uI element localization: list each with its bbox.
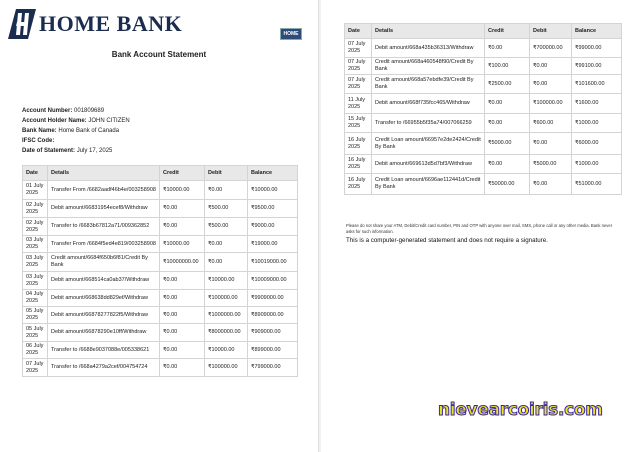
- table-row: [23, 324, 298, 342]
- table-row: [345, 58, 622, 75]
- account-info: [22, 106, 130, 156]
- transactions-body-page-2: [345, 39, 622, 195]
- cell-credit: ₹50000.00: [485, 174, 530, 195]
- cell-details: Transfer to /6683b67812a71/009362852: [48, 218, 160, 236]
- cell-debit: ₹0.00: [530, 75, 572, 94]
- ifsc-row: [22, 136, 130, 146]
- table-row: [345, 155, 622, 174]
- cell-details: Transfer to /6688e9037088e/005338621: [48, 342, 160, 359]
- computer-generated-note: This is a computer-generated statement and does not require a signature.: [346, 237, 548, 244]
- cell-balance: ₹99000.00: [572, 39, 622, 58]
- cell-date: 04 July 2025: [23, 290, 48, 307]
- ifsc-label: IFSC Code:: [22, 138, 55, 144]
- cell-balance: ₹909000.00: [248, 324, 298, 342]
- cell-details: Debit amount/668514ca0ab37/Withdraw: [48, 272, 160, 290]
- table-row: [345, 174, 622, 195]
- account-number: 001809689: [74, 108, 105, 114]
- cell-details: Credit Loan amount/6696ae112441d/Credit By Bank: [372, 174, 485, 195]
- cell-debit: ₹0.00: [530, 133, 572, 155]
- cell-balance: ₹1600.00: [572, 94, 622, 114]
- column-header: Details: [48, 166, 160, 181]
- column-header: Debit: [530, 24, 572, 39]
- cell-date: 03 July 2025: [23, 253, 48, 272]
- cell-details: Debit amount/66878277822f5/Withdraw: [48, 307, 160, 324]
- cell-debit: ₹700000.00: [530, 39, 572, 58]
- cell-balance: ₹9909000.00: [248, 290, 298, 307]
- cell-date: 05 July 2025: [23, 324, 48, 342]
- cell-balance: ₹10019000.00: [248, 253, 298, 272]
- cell-details: Credit amount/6684f650b6f81/Credit By Bank: [48, 253, 160, 272]
- statement-page-1: [0, 0, 319, 452]
- cell-details: Debit amount/668a435b36313/Withdraw: [372, 39, 485, 58]
- table-row: [23, 307, 298, 324]
- cell-details: Debit amount/66831954ecef8/Withdraw: [48, 200, 160, 218]
- bank-name-row: [22, 126, 130, 136]
- cell-details: Credit amount/668a460548f90/Credit By Bank: [372, 58, 485, 75]
- statement-date: July 17, 2025: [76, 148, 113, 154]
- watermark: nievearcoiris.com: [438, 400, 603, 420]
- table-row: [23, 236, 298, 253]
- table-row: [23, 272, 298, 290]
- cell-credit: ₹0.00: [485, 114, 530, 133]
- small-bank-logo: HOME BANK: [280, 28, 302, 40]
- cell-debit: ₹0.00: [205, 236, 248, 253]
- cell-credit: ₹0.00: [160, 200, 205, 218]
- statement-date-label: Date of Statement:: [22, 148, 76, 154]
- cell-date: 07 July 2025: [345, 58, 372, 75]
- table-row: [345, 94, 622, 114]
- statement-date-row: [22, 146, 130, 156]
- cell-debit: ₹10000.00: [205, 342, 248, 359]
- cell-date: 16 July 2025: [345, 133, 372, 155]
- bank-logo: [8, 9, 182, 39]
- cell-date: 03 July 2025: [23, 272, 48, 290]
- cell-credit: ₹0.00: [160, 218, 205, 236]
- table-row: [23, 359, 298, 377]
- bank-name-value: Home Bank of Canada: [58, 128, 120, 134]
- cell-date: 15 July 2025: [345, 114, 372, 133]
- cell-credit: ₹0.00: [485, 155, 530, 174]
- cell-debit: ₹10000.00: [205, 272, 248, 290]
- cell-debit: ₹8000000.00: [205, 324, 248, 342]
- cell-details: Transfer From /6682aadf46b4e/003258908: [48, 181, 160, 200]
- cell-date: 16 July 2025: [345, 174, 372, 195]
- cell-debit: ₹0.00: [530, 58, 572, 75]
- transactions-body-page-1: [23, 181, 298, 377]
- account-holder-row: [22, 116, 130, 126]
- cell-credit: ₹10000000.00: [160, 253, 205, 272]
- column-header: Date: [345, 24, 372, 39]
- account-number-row: [22, 106, 130, 116]
- cell-details: Transfer From /6684f5ed4e819/003258908: [48, 236, 160, 253]
- cell-balance: ₹51000.00: [572, 174, 622, 195]
- transactions-table-page-2: [344, 23, 622, 195]
- cell-debit: ₹0.00: [205, 253, 248, 272]
- cell-credit: ₹0.00: [160, 307, 205, 324]
- cell-details: Credit amount/668a57ebdfe39/Credit By Bank: [372, 75, 485, 94]
- cell-details: Credit Loan amount/66957e2de2424/Credit By Bank: [372, 133, 485, 155]
- cell-debit: ₹0.00: [530, 174, 572, 195]
- column-header: Date: [23, 166, 48, 181]
- cell-balance: ₹899000.00: [248, 342, 298, 359]
- cell-debit: ₹100000.00: [205, 290, 248, 307]
- column-header: Credit: [485, 24, 530, 39]
- cell-credit: ₹100.00: [485, 58, 530, 75]
- table-row: [23, 342, 298, 359]
- document-title: Bank Account Statement: [111, 50, 207, 59]
- cell-debit: ₹0.00: [205, 181, 248, 200]
- cell-balance: ₹99100.00: [572, 58, 622, 75]
- cell-date: 06 July 2025: [23, 342, 48, 359]
- cell-date: 03 July 2025: [23, 236, 48, 253]
- cell-credit: ₹0.00: [485, 94, 530, 114]
- column-header: Credit: [160, 166, 205, 181]
- account-number-label: Account Number:: [22, 108, 73, 114]
- table-row: [345, 114, 622, 133]
- cell-balance: ₹8909000.00: [248, 307, 298, 324]
- table-row: [345, 75, 622, 94]
- cell-debit: ₹500.00: [205, 200, 248, 218]
- cell-balance: ₹9000.00: [248, 218, 298, 236]
- cell-credit: ₹0.00: [160, 324, 205, 342]
- column-header: Debit: [205, 166, 248, 181]
- cell-debit: ₹500.00: [205, 218, 248, 236]
- table-header-row: [345, 24, 622, 39]
- cell-credit: ₹0.00: [160, 359, 205, 377]
- cell-details: Debit amount/668f735fcc465/Withdraw: [372, 94, 485, 114]
- cell-details: Transfer to /668a4279a2cef/004754724: [48, 359, 160, 377]
- table-row: [23, 218, 298, 236]
- cell-credit: ₹0.00: [160, 290, 205, 307]
- table-header-row: [23, 166, 298, 181]
- cell-credit: ₹10000.00: [160, 236, 205, 253]
- cell-details: Transfer to /66955b5f35a74/007066259: [372, 114, 485, 133]
- table-row: [345, 39, 622, 58]
- cell-balance: ₹101600.00: [572, 75, 622, 94]
- table-row: [23, 253, 298, 272]
- cell-date: 07 July 2025: [23, 359, 48, 377]
- column-header: Balance: [248, 166, 298, 181]
- cell-balance: ₹10009000.00: [248, 272, 298, 290]
- cell-credit: ₹10000.00: [160, 181, 205, 200]
- cell-balance: ₹1000.00: [572, 114, 622, 133]
- cell-balance: ₹799000.00: [248, 359, 298, 377]
- cell-debit: ₹600.00: [530, 114, 572, 133]
- cell-credit: ₹0.00: [160, 272, 205, 290]
- home-bank-logo-icon: [8, 9, 36, 39]
- cell-details: Debit amount/668638dd829ef/Withdraw: [48, 290, 160, 307]
- cell-date: 16 July 2025: [345, 155, 372, 174]
- cell-date: 05 July 2025: [23, 307, 48, 324]
- cell-credit: ₹2500.00: [485, 75, 530, 94]
- table-row: [345, 133, 622, 155]
- cell-debit: ₹100000.00: [205, 359, 248, 377]
- cell-date: 07 July 2025: [345, 39, 372, 58]
- cell-date: 02 July 2025: [23, 200, 48, 218]
- cell-date: 07 July 2025: [345, 75, 372, 94]
- cell-date: 01 July 2025: [23, 181, 48, 200]
- column-header: Details: [372, 24, 485, 39]
- cell-details: Debit amount/669613d5d7bf3/Withdraw: [372, 155, 485, 174]
- column-header: Balance: [572, 24, 622, 39]
- account-holder-label: Account Holder Name:: [22, 118, 87, 124]
- cell-debit: ₹1000000.00: [205, 307, 248, 324]
- cell-date: 11 July 2025: [345, 94, 372, 114]
- transactions-table-page-1: [22, 165, 298, 377]
- cell-balance: ₹1000.00: [572, 155, 622, 174]
- cell-credit: ₹0.00: [485, 39, 530, 58]
- cell-credit: ₹0.00: [160, 342, 205, 359]
- cell-credit: ₹5000.00: [485, 133, 530, 155]
- cell-balance: ₹19000.00: [248, 236, 298, 253]
- bank-name: HOME BANK: [39, 11, 183, 36]
- table-row: [23, 200, 298, 218]
- account-holder: JOHN CITIZEN: [88, 118, 130, 124]
- cell-date: 02 July 2025: [23, 218, 48, 236]
- table-row: [23, 181, 298, 200]
- security-note: Please do not share your ATM, Debit/Credit card number, PIN and OTP with anyone over mail, SMS, phone call or any other media. Bank never asks for such information.: [346, 223, 613, 234]
- cell-details: Debit amount/66878290e10ff/Withdraw: [48, 324, 160, 342]
- cell-debit: ₹5000.00: [530, 155, 572, 174]
- bank-name-label: Bank Name:: [22, 128, 57, 134]
- cell-balance: ₹9500.00: [248, 200, 298, 218]
- cell-balance: ₹10000.00: [248, 181, 298, 200]
- cell-debit: ₹100000.00: [530, 94, 572, 114]
- table-row: [23, 290, 298, 307]
- cell-balance: ₹6000.00: [572, 133, 622, 155]
